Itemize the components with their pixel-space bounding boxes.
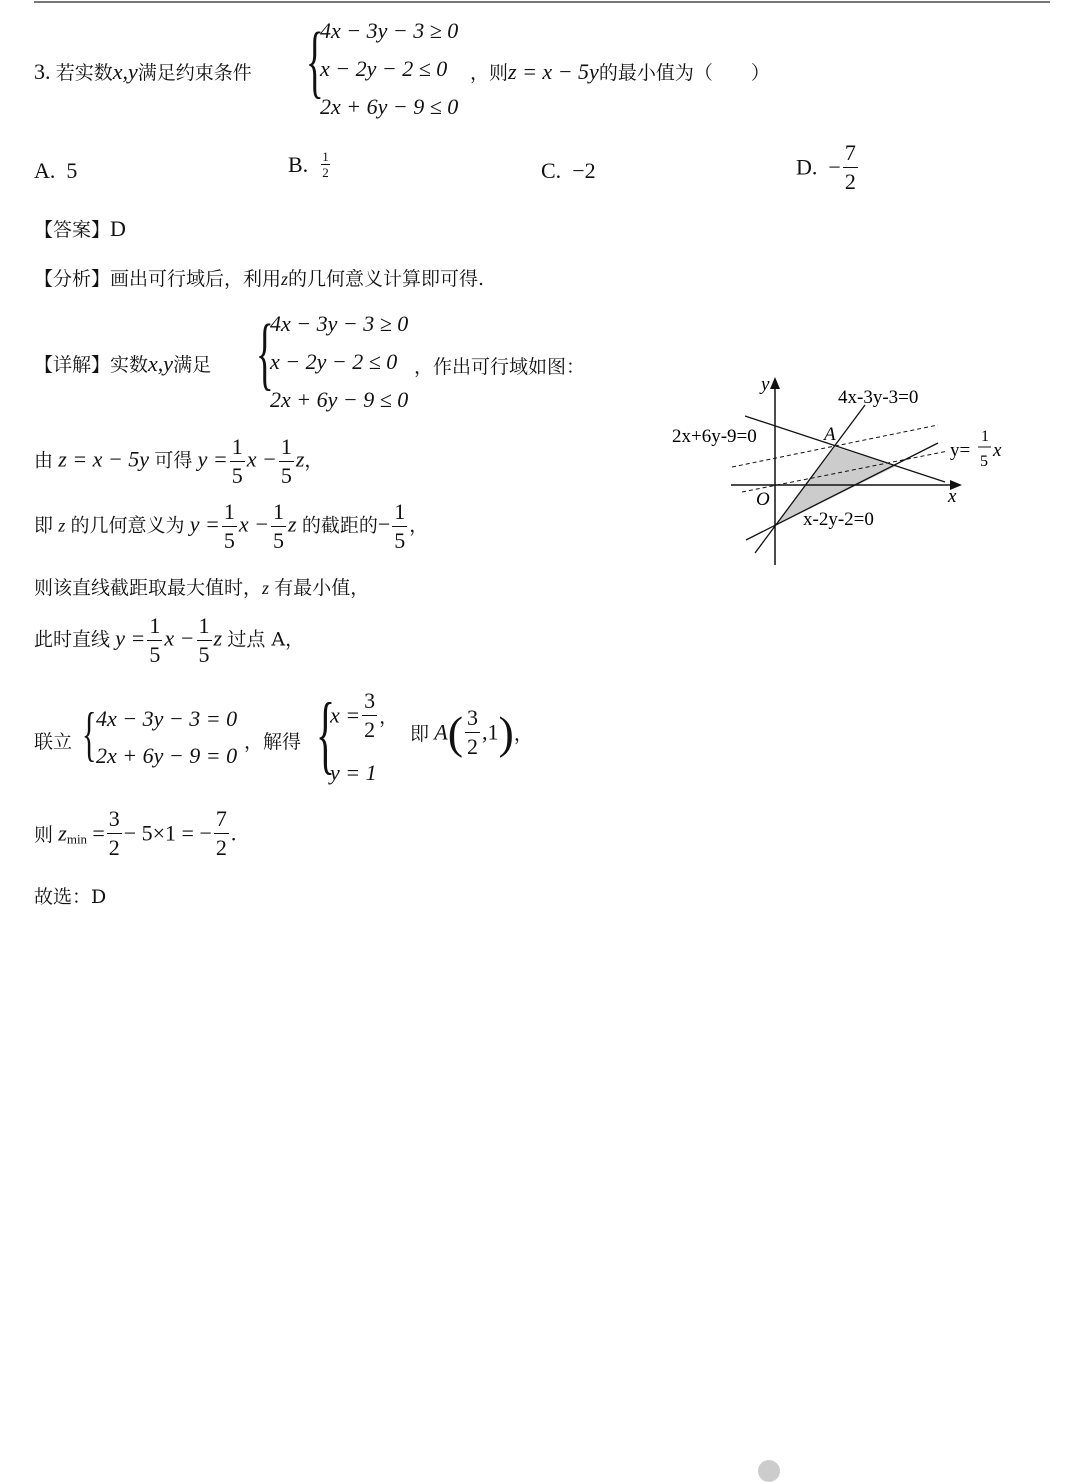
- left-brace: {: [82, 701, 97, 767]
- option-value: 5: [66, 158, 78, 183]
- y-arrow-icon: [770, 377, 780, 389]
- stem-text: 的最小值为（ ）: [598, 62, 770, 84]
- subscript: min: [66, 831, 88, 847]
- solution-y: y = 1: [330, 760, 377, 785]
- equation: 4x − 3y − 3 = 0: [96, 706, 238, 731]
- minus-sign: −: [377, 511, 391, 537]
- equation: z = x − 5y: [58, 446, 150, 472]
- left-brace: {: [256, 307, 274, 398]
- numerator: 1: [222, 501, 237, 527]
- analysis-line: [34, 264, 484, 291]
- fraction: [362, 690, 377, 741]
- question-tail: [470, 58, 770, 85]
- denominator: 5: [149, 642, 161, 667]
- text: 的几何意义为: [70, 514, 185, 537]
- constraint: 2x + 6y − 9 ≤ 0: [320, 94, 459, 119]
- left-brace: {: [306, 15, 324, 106]
- text: 可得: [154, 449, 193, 472]
- fraction: [392, 501, 407, 552]
- answer-line: [34, 215, 126, 242]
- stem-vars: x,y: [112, 59, 138, 84]
- denominator: 5: [231, 463, 243, 488]
- label-y-equals: y=: [950, 440, 971, 461]
- text: 则该直线截距取最大值时，: [34, 577, 263, 599]
- y-coord: ,1: [482, 719, 499, 745]
- option-d[interactable]: [796, 142, 860, 193]
- fraction: [279, 436, 294, 487]
- fraction: [222, 501, 237, 552]
- equation: x −: [164, 625, 195, 651]
- numerator: 3: [465, 707, 480, 733]
- question-stem: [34, 58, 252, 85]
- equals: =: [92, 820, 105, 846]
- numerator: 3: [107, 808, 122, 834]
- equation: z: [288, 511, 297, 537]
- numerator: 1: [230, 436, 245, 462]
- option-a[interactable]: [34, 158, 77, 184]
- numerator: 3: [362, 690, 377, 716]
- objective: z = x − 5y: [508, 59, 599, 84]
- detail-intro: [34, 350, 211, 377]
- point-label: A: [434, 719, 448, 745]
- denominator: 5: [223, 528, 235, 553]
- conclusion: 故选：D: [34, 886, 107, 908]
- text: 即: [34, 514, 54, 537]
- watermark-logo-icon: [758, 1460, 780, 1482]
- constraint: 2x + 6y − 9 ≤ 0: [270, 387, 409, 412]
- numerator: 1: [271, 501, 286, 527]
- analysis-text: 的几何意义计算即可得.: [288, 268, 485, 290]
- label-x: x: [993, 440, 1002, 461]
- denominator: 2: [108, 835, 120, 860]
- text: 的截距的: [301, 514, 378, 537]
- denominator: 2: [322, 165, 329, 181]
- fraction: [107, 808, 122, 859]
- var-z: z: [58, 820, 67, 846]
- feasible-region-figure: [660, 365, 1020, 575]
- left-paren: (: [447, 707, 464, 758]
- option-label: C.: [541, 158, 562, 183]
- detail-line-4: [34, 615, 304, 666]
- right-paren: ): [498, 707, 514, 758]
- denominator: 2: [844, 169, 856, 194]
- header-rule: [34, 1, 1050, 3]
- label-4x-3y-3: 4x-3y-3=0: [838, 387, 919, 408]
- origin-label: O: [756, 489, 770, 510]
- detail-line-3: [34, 573, 369, 600]
- text: 此时直线: [34, 628, 111, 651]
- numerator: 7: [214, 808, 229, 834]
- denominator: 5: [280, 463, 292, 488]
- fraction: [147, 615, 162, 666]
- denominator: 5: [198, 642, 210, 667]
- var-z: z: [262, 578, 270, 598]
- equation: y =: [115, 625, 146, 651]
- period: .: [230, 820, 237, 846]
- option-label: B.: [288, 151, 309, 177]
- fraction: [214, 808, 229, 859]
- option-label: D.: [796, 154, 818, 180]
- stem-text: ，则: [470, 62, 509, 84]
- numerator: 1: [197, 615, 212, 641]
- point-a: [410, 706, 533, 759]
- text: 联立: [34, 731, 73, 753]
- equation: y =: [197, 446, 228, 472]
- text: ，: [304, 449, 324, 472]
- fraction: [465, 707, 480, 758]
- constraint: x − 2y − 2 ≤ 0: [320, 56, 448, 81]
- text: 则: [34, 824, 54, 846]
- var-z: z: [281, 269, 289, 289]
- var-z: z: [58, 515, 66, 536]
- fraction: [271, 501, 286, 552]
- numerator: 1: [392, 501, 407, 527]
- equation: y =: [189, 511, 220, 537]
- equation: − 5×1 = −: [123, 820, 212, 846]
- equation: 2x + 6y − 9 = 0: [96, 743, 238, 768]
- analysis-tag: 【分析】: [34, 268, 111, 290]
- option-c[interactable]: [541, 158, 596, 184]
- text: ，: [379, 706, 399, 728]
- detail-text: 满足: [173, 354, 212, 376]
- minus-sign: −: [828, 154, 841, 180]
- denominator: 5: [394, 528, 406, 553]
- denominator: 2: [467, 734, 479, 759]
- detail-line-6: [34, 808, 236, 859]
- denominator: 2: [364, 717, 376, 742]
- label-x-2y-2: x-2y-2=0: [803, 509, 874, 530]
- constraint: 4x − 3y − 3 ≥ 0: [270, 311, 409, 336]
- numerator: 1: [279, 436, 294, 462]
- text: ，: [409, 514, 429, 537]
- answer-value: D: [110, 216, 126, 241]
- fraction: [321, 150, 330, 179]
- x-axis-label: x: [948, 486, 957, 507]
- text: ，解得: [244, 731, 302, 753]
- answer-tag: 【答案】: [34, 219, 111, 241]
- equation: z: [213, 625, 223, 651]
- detail-line-1: [34, 436, 323, 487]
- analysis-text: 画出可行域后，利用: [110, 268, 282, 290]
- detail-vars: x,y: [148, 351, 174, 376]
- label-2x+6y-9: 2x+6y-9=0: [672, 426, 757, 447]
- text: 由: [34, 449, 54, 472]
- numerator: 1: [322, 149, 329, 165]
- fraction: [843, 142, 858, 193]
- detail-text: ，作出可行域如图：: [414, 356, 586, 378]
- option-value: −2: [572, 158, 596, 183]
- option-label: A.: [34, 158, 56, 183]
- detail-tag: 【详解】: [34, 354, 111, 376]
- fraction: [230, 436, 245, 487]
- detail-text: 实数: [110, 354, 149, 376]
- question-number: 3.: [34, 59, 51, 84]
- point-a-label: A: [824, 424, 836, 445]
- stem-text: 若实数: [55, 62, 113, 84]
- constraint: x − 2y − 2 ≤ 0: [270, 349, 398, 374]
- equation: z: [295, 446, 305, 472]
- option-b[interactable]: [288, 150, 332, 179]
- constraint: 4x − 3y − 3 ≥ 0: [320, 18, 459, 43]
- text: 有最小值，: [274, 577, 370, 599]
- label-denominator: 5: [980, 453, 988, 470]
- label-numerator: 1: [981, 428, 989, 445]
- solution-x: [330, 690, 398, 741]
- numerator: 1: [147, 615, 162, 641]
- text: 即: [410, 723, 430, 745]
- denominator: 5: [273, 528, 285, 553]
- left-brace: {: [316, 686, 336, 783]
- fraction: [197, 615, 212, 666]
- equation: x −: [246, 446, 277, 472]
- equation: x =: [330, 702, 361, 728]
- denominator: 2: [215, 835, 227, 860]
- detail-line-2: [34, 501, 428, 552]
- text: ，: [513, 723, 533, 745]
- equation: x −: [238, 511, 270, 537]
- text: 过点 A，: [227, 628, 305, 651]
- numerator: 7: [843, 142, 858, 168]
- stem-text: 满足约束条件: [137, 62, 252, 84]
- y-axis-label: y: [761, 374, 770, 395]
